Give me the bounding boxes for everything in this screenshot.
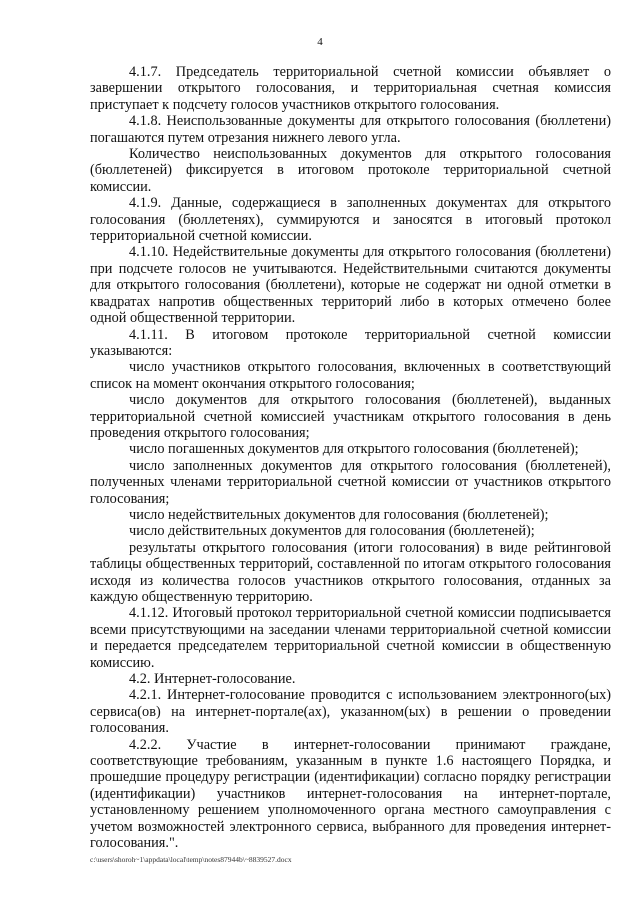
paragraph-4-1-12: 4.1.12. Итоговый протокол территориальной счетной комиссии подписывается всеми присутствующими на заседании членами территориальной счетной комиссии и передается председателем территориальной счетной комиссии в общественную комиссию. — [90, 605, 611, 671]
footer-file-path: c:\users\shoroh~1\appdata\local\temp\notes87944b\~8839527.docx — [90, 855, 292, 864]
paragraph-4-1-11: 4.1.11. В итоговом протоколе территориальной счетной комиссии указываются: — [90, 326, 611, 359]
list-item-participants: число участников открытого голосования, включенных в соответствующий список на момент окончания открытого голосования; — [90, 359, 611, 392]
paragraph-4-1-9: 4.1.9. Данные, содержащиеся в заполненных документах для открытого голосования (бюллетенях), суммируются и заносятся в итоговый протокол территориальной счетной комиссии. — [90, 195, 611, 245]
paragraph-4-2-1: 4.2.1. Интернет-голосование проводится с использованием электронного(ых) сервиса(ов) на интернет-портале(ах), указанном(ых) в решении о проведении голосования. — [90, 687, 611, 737]
paragraph-4-1-8: 4.1.8. Неиспользованные документы для открытого голосования (бюллетени) погашаются путем отрезания нижнего левого угла. — [90, 113, 611, 146]
list-item-valid: число действительных документов для голосования (бюллетеней); — [129, 523, 535, 540]
section-heading-4-2: 4.2. Интернет-голосование. — [129, 671, 296, 688]
paragraph-4-1-10: 4.1.10. Недействительные документы для открытого голосования (бюллетени) при подсчете голосов не учитываются. Недействительными считаются документы для открытого голосования (бюллетени), которые не содержат ни одной отметки в квадратах напротив общественных территорий либо в которых отмечено более одной общественной территории. — [90, 244, 611, 327]
list-item-invalid: число недействительных документов для голосования (бюллетеней); — [129, 506, 549, 523]
list-item-filled: число заполненных документов для открытого голосования (бюллетеней), полученных членами территориальной счетной комиссии от участников открытого голосования; — [90, 457, 611, 507]
list-item-cancelled: число погашенных документов для открытого голосования (бюллетеней); — [129, 441, 579, 458]
document-body — [90, 64, 611, 852]
paragraph-unused-count: Количество неиспользованных документов для открытого голосования (бюллетеней) фиксируется в итоговом протоколе территориальной счетной комиссии. — [90, 146, 611, 195]
paragraph-4-1-7: 4.1.7. Председатель территориальной счетной комиссии объявляет о завершении открытого голосования, и территориальная счетная комиссия приступает к подсчету голосов участников открытого голосования. — [90, 64, 611, 113]
page-number: 4 — [317, 36, 323, 48]
list-item-issued: число документов для открытого голосования (бюллетеней), выданных территориальной счетной комиссией участникам открытого голосования в день проведения открытого голосования; — [90, 392, 611, 441]
paragraph-4-2-2: 4.2.2. Участие в интернет-голосовании принимают граждане, соответствующие требованиям, указанным в пункте 1.6 настоящего Порядка, и прошедшие процедуру регистрации (идентификации) согласно порядку регистрации (идентификации) участников интернет-голосования на интернет-портале, установленному решением уполномоченного органа местного самоуправления с учетом возможностей электронного сервиса, выбранного для проведения интернет-голосования.". — [90, 736, 611, 852]
list-item-results: результаты открытого голосования (итоги голосования) в виде рейтинговой таблицы общественных территорий, составленной по итогам открытого голосования исходя из количества голосов участников открытого голосования, отданных за каждую общественную территорию. — [90, 539, 611, 605]
